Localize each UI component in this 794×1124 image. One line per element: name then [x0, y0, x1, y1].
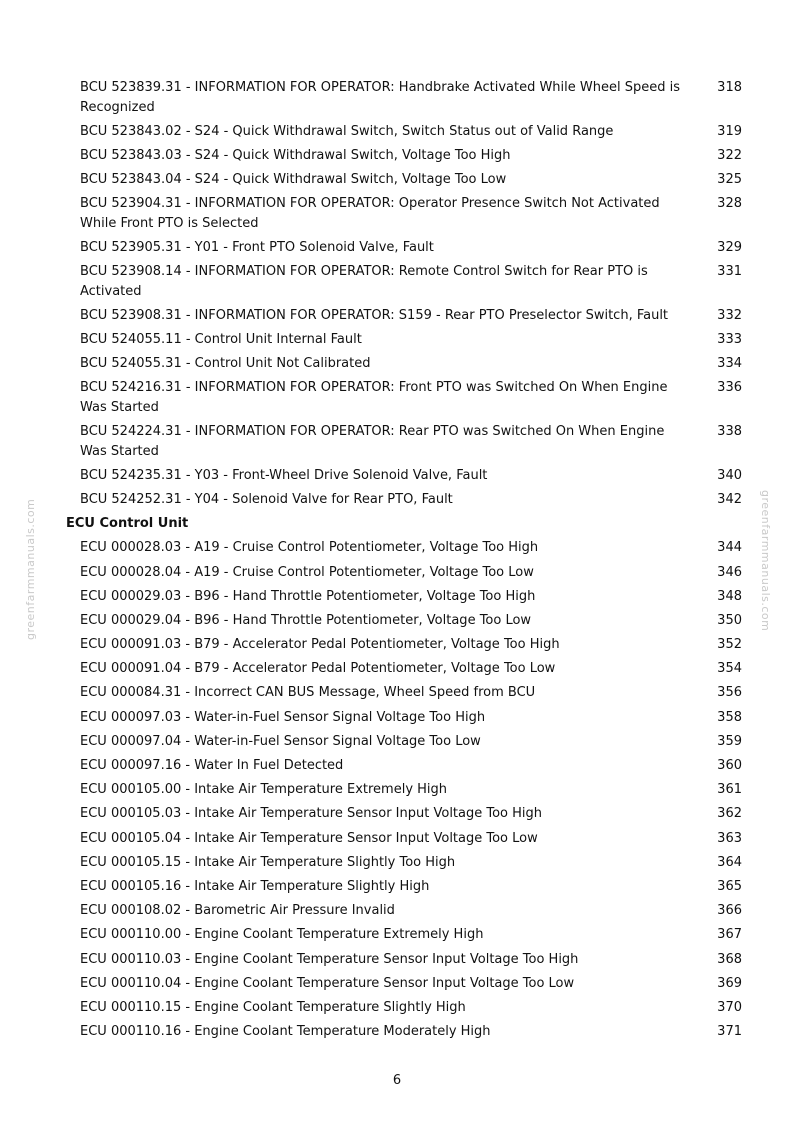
- toc-entry-title: ECU 000110.16 - Engine Coolant Temperature Moderately High: [80, 1024, 491, 1040]
- ecu-entry-list: [66, 538, 746, 1041]
- toc-entry[interactable]: [66, 466, 746, 486]
- toc-entry[interactable]: [66, 877, 746, 897]
- toc-entry[interactable]: [66, 378, 746, 417]
- toc-entry-title: BCU 524235.31 - Y03 - Front-Wheel Drive Solenoid Valve, Fault: [80, 467, 488, 483]
- toc-entry-page: 338: [717, 424, 742, 440]
- table-of-contents: [66, 78, 746, 1046]
- toc-entry-page: 318: [717, 80, 742, 95]
- toc-entry-title: ECU 000091.03 - B79 - Accelerator Pedal Potentiometer, Voltage Too High: [80, 637, 560, 653]
- toc-entry-title: BCU 523904.31 - INFORMATION FOR OPERATOR: Operator Presence Switch Not Activated While Front PTO is Selected: [80, 196, 660, 231]
- toc-entry[interactable]: [66, 262, 746, 301]
- toc-entry-page: 354: [717, 661, 742, 677]
- toc-entry[interactable]: [66, 853, 746, 873]
- toc-entry[interactable]: [66, 538, 746, 558]
- toc-entry-page: 371: [717, 1024, 742, 1040]
- toc-entry-page: 336: [717, 380, 742, 396]
- toc-entry-page: 356: [717, 685, 742, 701]
- toc-entry-title: ECU 000110.04 - Engine Coolant Temperature Sensor Input Voltage Too Low: [80, 975, 575, 991]
- toc-entry-title: ECU 000105.04 - Intake Air Temperature Sensor Input Voltage Too Low: [80, 830, 538, 846]
- toc-entry[interactable]: [66, 683, 746, 703]
- toc-entry[interactable]: [66, 78, 746, 117]
- toc-entry[interactable]: [66, 611, 746, 631]
- toc-entry-title: BCU 523908.31 - INFORMATION FOR OPERATOR: S159 - Rear PTO Preselector Switch, Fault: [80, 307, 669, 323]
- bcu-entry-list: [66, 78, 746, 509]
- toc-entry-page: 359: [717, 733, 742, 749]
- toc-entry[interactable]: [66, 563, 746, 583]
- toc-entry[interactable]: [66, 306, 746, 326]
- toc-entry-page: 334: [717, 356, 742, 372]
- toc-entry-page: 340: [717, 467, 742, 483]
- toc-entry-title: BCU 523843.03 - S24 - Quick Withdrawal Switch, Voltage Too High: [80, 147, 511, 163]
- toc-entry-title: BCU 523839.31 - INFORMATION FOR OPERATOR: Handbrake Activated While Wheel Speed is Recognized: [80, 80, 681, 115]
- toc-entry-page: 344: [717, 540, 742, 556]
- toc-entry-title: BCU 524216.31 - INFORMATION FOR OPERATOR: Front PTO was Switched On When Engine Was Started: [80, 380, 668, 415]
- toc-entry-page: 328: [717, 196, 742, 212]
- toc-entry-page: 362: [717, 806, 742, 822]
- toc-entry-title: ECU 000105.15 - Intake Air Temperature Slightly Too High: [80, 854, 456, 870]
- toc-entry-page: 333: [717, 332, 742, 347]
- toc-entry-page: 358: [717, 709, 742, 725]
- toc-entry[interactable]: [66, 194, 746, 233]
- toc-entry-title: ECU 000029.03 - B96 - Hand Throttle Potentiometer, Voltage Too High: [80, 588, 536, 604]
- toc-entry-page: 360: [717, 758, 742, 773]
- toc-entry-title: ECU 000105.16 - Intake Air Temperature Slightly High: [80, 878, 430, 894]
- toc-entry[interactable]: [66, 635, 746, 655]
- toc-entry[interactable]: [66, 780, 746, 800]
- toc-entry[interactable]: [66, 708, 746, 728]
- toc-entry-title: ECU 000108.02 - Barometric Air Pressure Invalid: [80, 903, 395, 919]
- toc-entry[interactable]: [66, 804, 746, 824]
- toc-entry-page: 350: [717, 612, 742, 628]
- toc-entry[interactable]: [66, 829, 746, 849]
- toc-entry-page: 363: [717, 830, 742, 846]
- toc-entry[interactable]: [66, 659, 746, 679]
- toc-entry-page: 366: [717, 903, 742, 919]
- toc-entry[interactable]: [66, 170, 746, 190]
- toc-entry[interactable]: [66, 587, 746, 607]
- toc-entry[interactable]: [66, 998, 746, 1018]
- toc-entry[interactable]: [66, 238, 746, 258]
- toc-entry-title: BCU 524055.11 - Control Unit Internal Fault: [80, 332, 362, 347]
- toc-entry[interactable]: [66, 756, 746, 776]
- toc-entry[interactable]: [66, 950, 746, 970]
- toc-entry[interactable]: [66, 490, 746, 510]
- toc-entry-page: 369: [717, 975, 742, 991]
- toc-entry-title: BCU 523908.14 - INFORMATION FOR OPERATOR: Remote Control Switch for Rear PTO is Activated: [80, 264, 648, 299]
- toc-entry[interactable]: [66, 1022, 746, 1042]
- toc-entry-title: BCU 524224.31 - INFORMATION FOR OPERATOR: Rear PTO was Switched On When Engine Was Started: [80, 424, 665, 459]
- section-heading-ecu[interactable]: ECU Control Unit: [66, 516, 189, 532]
- toc-entry-page: 367: [717, 927, 742, 943]
- toc-entry[interactable]: [66, 925, 746, 945]
- watermark-right: greenfarmmanuals.com: [759, 490, 772, 632]
- toc-entry-page: 365: [717, 878, 742, 894]
- watermark-left: greenfarmmanuals.com: [24, 498, 37, 640]
- toc-entry-page: 342: [717, 491, 742, 507]
- toc-entry-title: ECU 000110.15 - Engine Coolant Temperature Slightly High: [80, 999, 466, 1015]
- toc-entry-page: 329: [717, 239, 742, 255]
- toc-entry-page: 370: [717, 999, 742, 1015]
- toc-entry-title: BCU 523843.04 - S24 - Quick Withdrawal Switch, Voltage Too Low: [80, 172, 507, 188]
- toc-entry-title: ECU 000084.31 - Incorrect CAN BUS Message, Wheel Speed from BCU: [80, 685, 536, 701]
- toc-entry[interactable]: [66, 732, 746, 752]
- toc-entry-title: BCU 523843.02 - S24 - Quick Withdrawal Switch, Switch Status out of Valid Range: [80, 123, 614, 139]
- toc-entry-title: ECU 000110.03 - Engine Coolant Temperature Sensor Input Voltage Too High: [80, 951, 579, 967]
- toc-entry-page: 364: [717, 854, 742, 870]
- toc-entry-title: ECU 000110.00 - Engine Coolant Temperature Extremely High: [80, 927, 484, 943]
- toc-entry-title: ECU 000091.04 - B79 - Accelerator Pedal Potentiometer, Voltage Too Low: [80, 661, 556, 677]
- toc-entry[interactable]: [66, 974, 746, 994]
- toc-entry-page: 346: [717, 564, 742, 580]
- toc-entry[interactable]: [66, 901, 746, 921]
- toc-entry-title: ECU 000028.03 - A19 - Cruise Control Potentiometer, Voltage Too High: [80, 540, 539, 556]
- toc-entry-title: ECU 000029.04 - B96 - Hand Throttle Potentiometer, Voltage Too Low: [80, 612, 532, 628]
- toc-entry-page: 361: [717, 782, 742, 798]
- toc-entry-page: 368: [717, 951, 742, 967]
- toc-entry-title: BCU 523905.31 - Y01 - Front PTO Solenoid Valve, Fault: [80, 239, 434, 255]
- toc-entry-title: ECU 000097.04 - Water-in-Fuel Sensor Signal Voltage Too Low: [80, 733, 481, 749]
- toc-entry-page: 352: [717, 637, 742, 653]
- toc-entry[interactable]: [66, 330, 746, 350]
- toc-entry-page: 332: [717, 307, 742, 323]
- toc-entry-title: BCU 524252.31 - Y04 - Solenoid Valve for Rear PTO, Fault: [80, 491, 453, 507]
- toc-entry-title: ECU 000105.03 - Intake Air Temperature Sensor Input Voltage Too High: [80, 806, 543, 822]
- toc-entry-page: 331: [717, 264, 742, 280]
- toc-entry-page: 325: [717, 172, 742, 188]
- toc-entry-title: ECU 000097.16 - Water In Fuel Detected: [80, 758, 344, 773]
- toc-entry-title: ECU 000105.00 - Intake Air Temperature Extremely High: [80, 782, 448, 798]
- toc-entry[interactable]: [66, 146, 746, 166]
- toc-entry-title: BCU 524055.31 - Control Unit Not Calibrated: [80, 356, 371, 372]
- page-number: 6: [392, 1073, 402, 1088]
- toc-entry[interactable]: [66, 422, 746, 461]
- toc-entry[interactable]: [66, 354, 746, 374]
- toc-entry-page: 348: [717, 588, 742, 604]
- toc-entry-page: 319: [717, 123, 742, 139]
- toc-entry-title: ECU 000097.03 - Water-in-Fuel Sensor Signal Voltage Too High: [80, 709, 486, 725]
- toc-entry-page: 322: [717, 147, 742, 163]
- toc-entry-title: ECU 000028.04 - A19 - Cruise Control Potentiometer, Voltage Too Low: [80, 564, 534, 580]
- toc-entry[interactable]: [66, 122, 746, 142]
